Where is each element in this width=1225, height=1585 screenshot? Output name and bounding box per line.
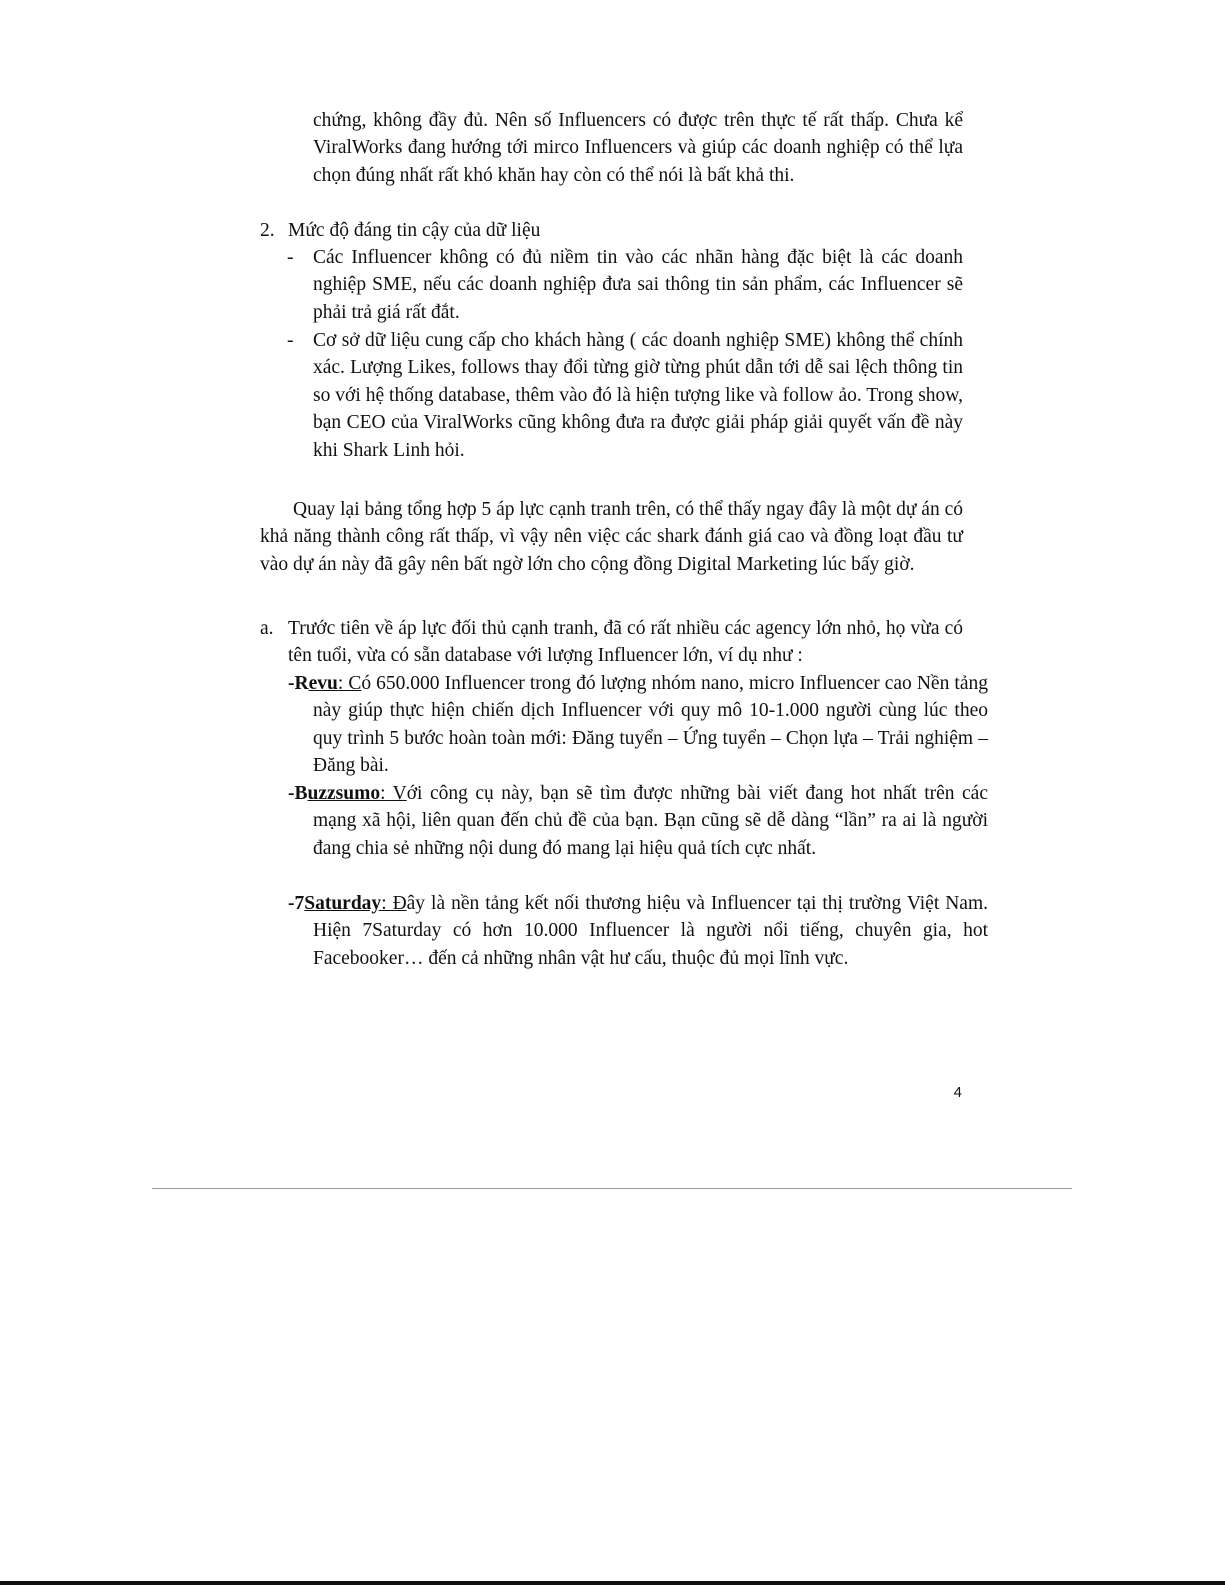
competitor-revu-separator: : C xyxy=(337,673,362,694)
competitor-buzzsumo-name: uzzsumo xyxy=(307,783,381,804)
summary-paragraph: Quay lại bảng tổng hợp 5 áp lực cạnh tranh trên, có thể thấy ngay đây là một dự án có khả năng thành công rất thấp, vì vậy nên việc các shark đánh giá cao và đồng loạt đầu tư vào dự án này đã gây nên bất ngờ lớn cho cộng đồng Digital Marketing lúc bấy giờ. xyxy=(260,499,963,575)
competitor-7saturday-separator: : Đ xyxy=(381,893,407,914)
item-a-marker: a. xyxy=(260,618,274,639)
competitor-buzzsumo-prefix: -B xyxy=(288,783,308,804)
competitor-7saturday-prefix: -7 xyxy=(288,893,305,914)
bullet-1-text: Các Influencer không có đủ niềm tin vào các nhãn hàng đặc biệt là các doanh nghiệp SME, nếu các doanh nghiệp đưa sai thông tin sản phẩm, các Influencer sẽ phải trả giá rất đắt. xyxy=(313,247,963,323)
item-2-title: Mức độ đáng tin cậy của dữ liệu xyxy=(288,220,541,241)
competitor-buzzsumo xyxy=(288,780,988,862)
competitor-7saturday xyxy=(288,890,988,972)
page-separator-line xyxy=(152,1188,1072,1189)
page-number: 4 xyxy=(953,1084,962,1101)
competitor-revu-prefix: -R xyxy=(288,673,309,694)
intro-paragraph: chứng, không đầy đủ. Nên số Influencers có được trên thực tế rất thấp. Chưa kể ViralWorks đang hướng tới mirco Influencers và giúp các doanh nghiệp có thể lựa chọn đúng nhất rất khó khăn hay còn có thể nói là bất khả thi. xyxy=(313,110,963,186)
bullet-2-text: Cơ sở dữ liệu cung cấp cho khách hàng ( các doanh nghiệp SME) không thể chính xác. Lượng Likes, follows thay đổi từng giờ từng phút dẫn tới dễ sai lệch thông tin so với hệ thống database, thêm vào đó là hiện tượng like và follow ảo. Trong show, bạn CEO của ViralWorks cũng không đưa ra được giải pháp giải quyết vấn đề này khi Shark Linh hỏi. xyxy=(313,330,963,461)
bullet-2-marker: - xyxy=(287,330,294,351)
competitor-buzzsumo-description: ới công cụ này, bạn sẽ tìm được những bài viết đang hot nhất trên các mạng xã hội, liên quan đến chủ đề của bạn. Bạn cũng sẽ dễ dàng “lần” ra ai là người đang chia sẻ những nội dung đó mang lại hiệu quả tích cực nhất. xyxy=(313,783,988,859)
competitor-7saturday-description: ây là nền tảng kết nối thương hiệu và Influencer tại thị trường Việt Nam. Hiện 7Saturday có hơn 10.000 Influencer là người nổi tiếng, chuyên gia, hot Facebooker… đến cả những nhân vật hư cấu, thuộc đủ mọi lĩnh vực. xyxy=(313,893,988,969)
competitor-revu-description: ó 650.000 Influencer trong đó lượng nhóm nano, micro Influencer cao Nền tảng này giúp thực hiện chiến dịch Influencer với quy mô 10-1.000 người cùng lúc theo quy trình 5 bước hoàn toàn mới: Đăng tuyển – Ứng tuyển – Chọn lựa – Trải nghiệm – Đăng bài. xyxy=(313,673,988,777)
item-a-text: Trước tiên về áp lực đối thủ cạnh tranh, đã có rất nhiều các agency lớn nhỏ, họ vừa có tên tuổi, vừa có sẵn database với lượng Influencer lớn, ví dụ như : xyxy=(288,618,963,667)
bullet-1-marker: - xyxy=(287,247,294,268)
competitor-revu xyxy=(288,670,988,780)
competitor-revu-name: evu xyxy=(308,673,338,694)
competitor-7saturday-name: Saturday xyxy=(304,893,382,914)
item-2-number: 2. xyxy=(260,220,275,241)
bottom-edge-bar xyxy=(0,1581,1225,1585)
competitor-buzzsumo-separator: : V xyxy=(380,783,407,804)
